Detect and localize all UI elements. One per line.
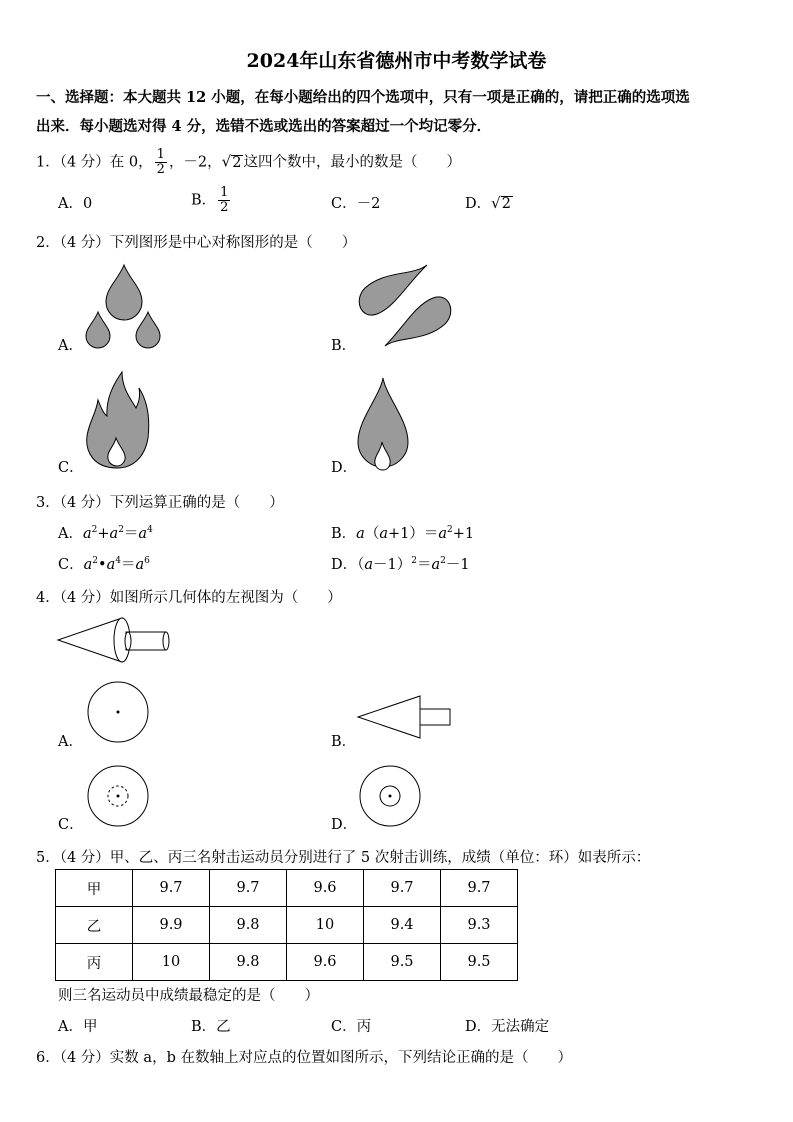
q3-option-d-label: D．: [331, 557, 358, 573]
q5-option-a[interactable]: A．甲: [58, 1019, 98, 1035]
q1-option-b[interactable]: [191, 186, 232, 215]
table-cell: 10: [133, 944, 210, 981]
table-row: [56, 944, 518, 981]
q1-radicand: 2: [232, 154, 242, 171]
section-instructions-line2: 出来．每小题选对得 4 分，选错不选或选出的答案超过一个均记零分．: [36, 118, 492, 135]
q1-stem-part-a: 1．（4 分）在 0，: [36, 154, 153, 171]
table-row: [56, 870, 518, 907]
table-cell: 9.6: [287, 870, 364, 907]
q2-option-a[interactable]: A．: [58, 338, 83, 354]
q1-option-d-label: D．: [465, 196, 492, 212]
q1-option-a[interactable]: A．0: [58, 196, 93, 212]
q1-option-b-label: B．: [191, 192, 217, 209]
table-row: [56, 907, 518, 944]
q1-stem-part-b: ，－2，: [168, 154, 222, 171]
table-cell: 9.7: [364, 870, 441, 907]
q4-option-d[interactable]: D．: [331, 817, 358, 833]
q3-option-a[interactable]: A．$a^2+a^2=a^4$: [58, 525, 153, 542]
table-cell: 9.5: [441, 944, 518, 981]
table-cell: 9.7: [133, 870, 210, 907]
q1-option-c[interactable]: C．－2: [331, 196, 381, 212]
q3-option-d[interactable]: D．$(a-1)^2=a^2-1$: [331, 556, 470, 573]
page-title: 2024年山东省德州市中考数学试卷: [246, 50, 547, 72]
q4-option-c-circle-dashed: [86, 764, 150, 828]
q1-fraction: [155, 148, 167, 177]
q4-option-d-circle-solid: [358, 764, 422, 828]
q1-fraction-denominator: 2: [156, 162, 165, 177]
table-cell: 丙: [56, 944, 133, 981]
q4-option-c[interactable]: C．: [58, 817, 84, 833]
table-cell: 9.5: [364, 944, 441, 981]
q5-option-c[interactable]: C．丙: [331, 1019, 372, 1035]
table-cell: 9.7: [210, 870, 287, 907]
section-instructions-line1: 一、选择题：本大题共 12 小题，在每小题给出的四个选项中，只有一项是正确的，请把正确的选项选: [36, 89, 690, 106]
q1-radical-sign: √: [221, 152, 232, 171]
q2-option-c[interactable]: C．: [58, 460, 84, 476]
q1-stem-part-c: 这四个数中，最小的数是（ ）: [243, 154, 461, 171]
table-cell: 乙: [56, 907, 133, 944]
q5-option-d[interactable]: D．无法确定: [465, 1019, 550, 1035]
q4-option-a[interactable]: A．: [58, 734, 83, 750]
q1-option-b-fraction: [218, 186, 230, 215]
table-cell: 甲: [56, 870, 133, 907]
table-cell: 9.4: [364, 907, 441, 944]
q2-figure-b-two-leaves: [355, 262, 465, 352]
q3-option-a-label: A．: [58, 526, 83, 542]
q1-option-b-numerator: 1: [220, 185, 229, 200]
q3-option-b-label: B．: [331, 526, 357, 542]
q5-option-b[interactable]: B．乙: [191, 1019, 231, 1035]
q4-option-a-circle-dot: [86, 680, 150, 744]
question-1-stem: [36, 148, 461, 177]
question-6-stem: 6．（4 分）实数 a，b 在数轴上对应点的位置如图所示，下列结论正确的是（ ）: [36, 1050, 572, 1066]
q3-option-b[interactable]: B．$a(a+1)=a^2+1$: [331, 525, 475, 542]
q1-fraction-numerator: 1: [156, 147, 165, 162]
table-cell: 9.9: [133, 907, 210, 944]
q4-option-b-triangle-rect: [356, 694, 452, 740]
q4-option-b[interactable]: B．: [331, 734, 357, 750]
q3-option-c[interactable]: C．$a^2•a^4=a^6$: [58, 556, 150, 573]
question-5-stem: 5．（4 分）甲、乙、丙三名射击运动员分别进行了 5 次射击训练，成绩（单位：环）如表所示：: [36, 850, 651, 866]
q2-option-d[interactable]: D．: [331, 460, 358, 476]
table-cell: 9.6: [287, 944, 364, 981]
q3-option-c-label: C．: [58, 557, 84, 573]
q5-follow-up: 则三名运动员中成绩最稳定的是（ ）: [58, 988, 319, 1004]
question-3-stem: 3．（4 分）下列运算正确的是（ ）: [36, 495, 284, 511]
q2-figure-d-candle-flame: [356, 376, 410, 472]
table-cell: 10: [287, 907, 364, 944]
q4-solid-figure-cone-cylinder: [56, 616, 171, 668]
q5-score-table: [55, 869, 518, 981]
q1-option-d-radical: √: [491, 194, 501, 212]
table-cell: 9.8: [210, 907, 287, 944]
table-cell: 9.8: [210, 944, 287, 981]
table-cell: 9.3: [441, 907, 518, 944]
question-4-stem: 4．（4 分）如图所示几何体的左视图为（ ）: [36, 590, 342, 606]
q2-figure-a-three-drops: [80, 262, 170, 352]
q1-option-b-denominator: 2: [220, 200, 229, 215]
q2-figure-c-flame: [82, 370, 152, 470]
q1-option-d[interactable]: [465, 192, 513, 213]
question-2-stem: 2．（4 分）下列图形是中心对称图形的是（ ）: [36, 235, 357, 251]
q1-option-d-radicand: 2: [501, 196, 511, 212]
q2-option-b[interactable]: B．: [331, 338, 357, 354]
table-cell: 9.7: [441, 870, 518, 907]
